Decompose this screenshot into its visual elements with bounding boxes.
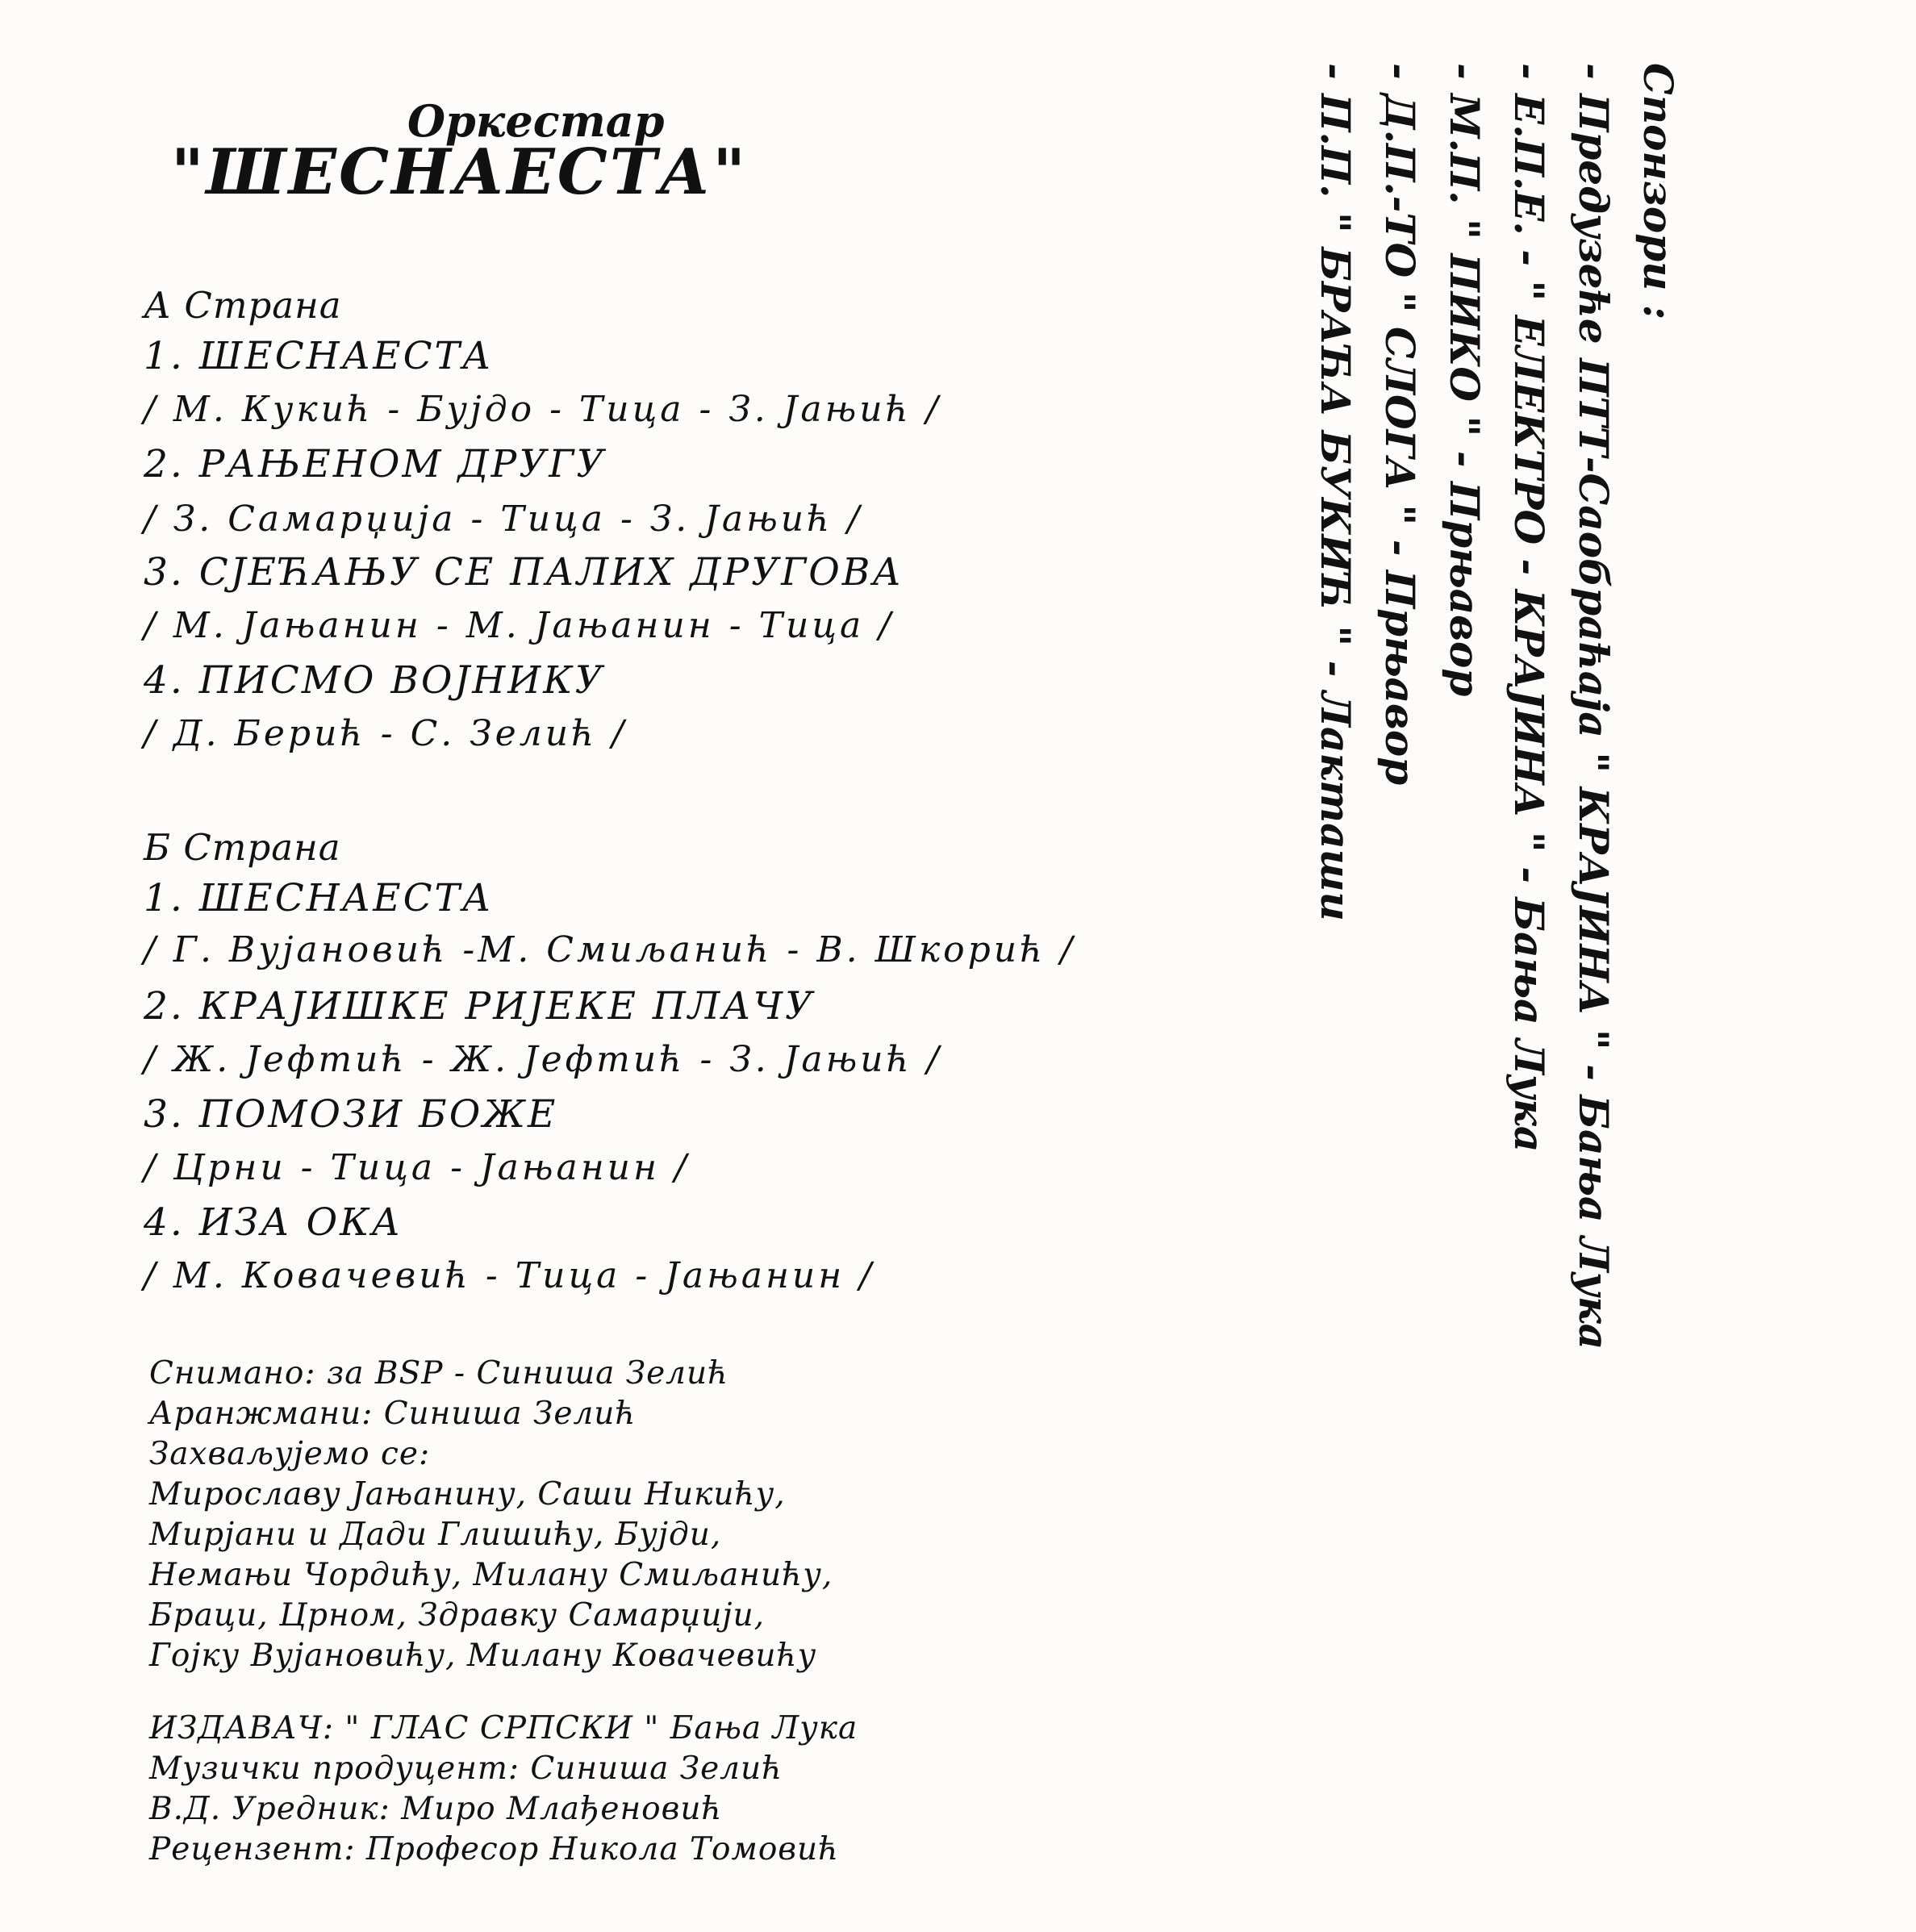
- side-b-label: Б Страна: [144, 826, 341, 869]
- track-credits: / М. Ковачевић - Тица - Јањанин /: [144, 1255, 875, 1296]
- track-title: 1. ШЕСНАЕСТА: [144, 876, 494, 920]
- footer-line: Аранжмани: Синиша Зелић: [149, 1396, 637, 1432]
- track-credits: / Д. Берић - С. Зелић /: [144, 713, 628, 754]
- sponsors-block: [1303, 63, 1690, 1350]
- sponsor-item: - Е.П.Е. - " ЕЛЕКТРО - КРАЈИНА " - Бања Лука: [1505, 63, 1553, 1153]
- sponsor-item: - Предузеће ПТТ-Саобраћаја " КРАЈИНА " - Бања Лука: [1570, 63, 1618, 1350]
- publisher-line: ИЗДАВАЧ: " ГЛАС СРПСКИ " Бања Лука: [149, 1710, 858, 1746]
- publisher-line: В.Д. Уредник: Миро Млађеновић: [149, 1791, 723, 1827]
- track-credits: / Ж. Јефтић - Ж. Јефтић - З. Јањић /: [144, 1039, 942, 1080]
- track-credits: / М. Јањанин - М. Јањанин - Тица /: [144, 605, 895, 646]
- track-credits: / М. Кукић - Бујдо - Тица - З. Јањић /: [144, 389, 941, 430]
- sponsor-item: - Д.П.-ТО " СЛОГА " - Прњавор: [1376, 63, 1424, 786]
- footer-line: Снимано: за BSP - Синиша Зелић: [149, 1355, 729, 1392]
- track-title: 4. ИЗА ОКА: [144, 1200, 403, 1245]
- footer-line: Мирославу Јањанину, Саши Никићу,: [149, 1476, 786, 1513]
- publisher-line: Музички продуцент: Синиша Зелић: [149, 1750, 783, 1787]
- side-a-label: А Страна: [144, 284, 342, 327]
- footer-line: Захваљујемо се:: [149, 1436, 431, 1472]
- track-title: 3. ПОМОЗИ БОЖЕ: [144, 1092, 558, 1137]
- track-credits: / Г. Вујановић -М. Смиљанић - В. Шкорић /: [144, 929, 1076, 970]
- sponsors-title: Спонзори :: [1634, 63, 1682, 320]
- band-name: "ШЕСНАЕСТА": [171, 136, 749, 209]
- footer-line: Мирјани и Дади Глишићу, Бујди,: [149, 1517, 722, 1553]
- footer-line: Гојку Вујановићу, Милану Ковачевићу: [149, 1638, 817, 1674]
- orchestra-label: Оркестар: [407, 95, 665, 147]
- sponsor-item: - П.П. " БРАЋА БУКИЋ " - Лакташи: [1312, 63, 1359, 921]
- track-credits: / З. Самарџија - Тица - З. Јањић /: [144, 499, 863, 540]
- track-title: 4. ПИСМО ВОЈНИКУ: [144, 658, 605, 703]
- sponsor-item: - М.П. " ПИКО " - Прњавор: [1441, 63, 1488, 697]
- track-title: 3. СЈЕЋАЊУ СЕ ПАЛИХ ДРУГОВА: [144, 550, 904, 595]
- footer-line: Немањи Чордићу, Милану Смиљанићу,: [149, 1557, 833, 1593]
- track-title: 2. РАЊЕНОМ ДРУГУ: [144, 442, 607, 486]
- track-title: 2. КРАЈИШКЕ РИЈЕКЕ ПЛАЧУ: [144, 984, 815, 1029]
- footer-line: Браци, Црном, Здравку Самарџији,: [149, 1597, 766, 1634]
- publisher-line: Рецензент: Професор Никола Томовић: [149, 1831, 840, 1867]
- track-credits: / Црни - Тица - Јањанин /: [144, 1147, 690, 1188]
- track-title: 1. ШЕСНАЕСТА: [144, 334, 494, 378]
